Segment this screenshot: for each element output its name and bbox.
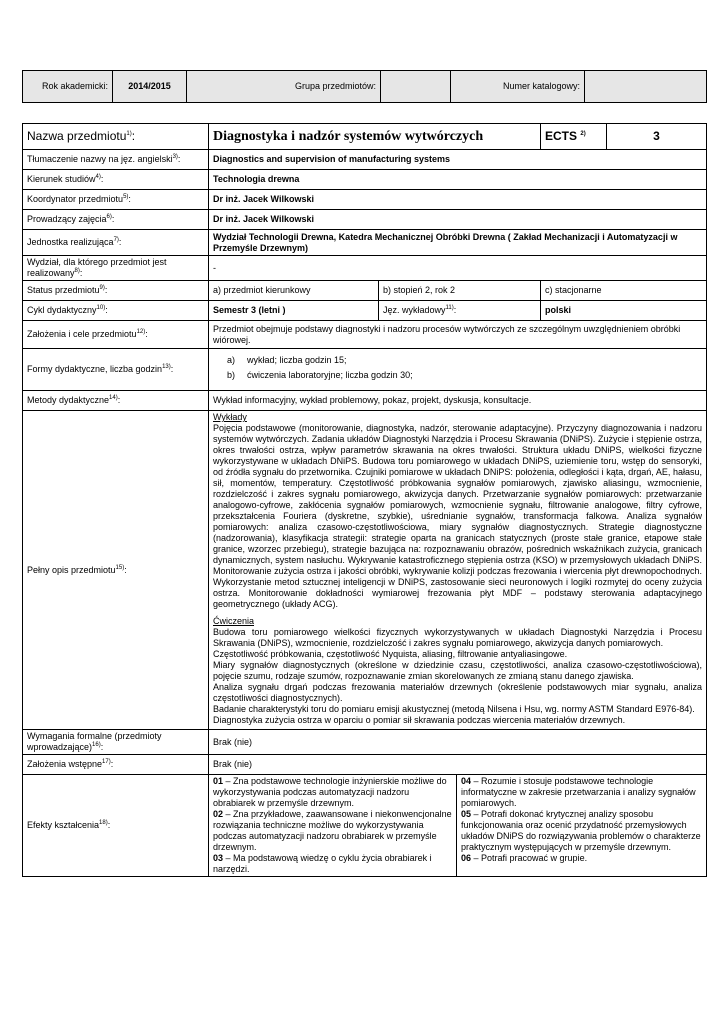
- catalog-label: Numer katalogowy:: [451, 71, 585, 103]
- description-label: Pełny opis przedmiotu$^{15)}$:: [23, 411, 209, 730]
- forms-item-lab: b) ćwiczenia laboratoryjne; liczba godzin 30;: [227, 370, 413, 380]
- academic-year-label: Rok akademicki:: [23, 71, 113, 103]
- exercises-p2: Częstotliwość próbkowania, częstotliwość Nyquista, aliasing, filtrowanie antyaliasingowe.: [213, 649, 568, 659]
- outcomes-right: [457, 775, 707, 877]
- course-table: [22, 123, 707, 877]
- status-a: a) przedmiot kierunkowy: [209, 281, 379, 301]
- language-value: polski: [541, 301, 707, 321]
- outcomes-left: [209, 775, 457, 877]
- unit-label: Jednostka realizująca$^{7)}$:: [23, 230, 209, 256]
- exercises-p4: Analiza sygnału drgań podczas frezowania materiałów drzewnych (określenie podstawowych miar sygnału, analiza częstotliwości diagnostycznych).: [213, 682, 702, 703]
- group-value: [381, 71, 451, 103]
- forms-item-lecture: a) wykład; liczba godzin 15;: [227, 355, 347, 365]
- syllabus-document: [22, 70, 706, 877]
- exercises-p3: Miary sygnałów diagnostycznych (określone w dziedzinie czasu, częstotliwości, analiza czasowo-częstotliwościowa), pojęcie szumu, rodzaje szumów, rozpoznawanie zmian skorelowanych ze zmianą stanu danego zjawiska.: [213, 660, 702, 681]
- exercises-heading: Ćwiczenia: [213, 616, 255, 626]
- exercises-p1: Budowa toru pomiarowego wielkości fizycznych wykorzystywanych w układach Diagnostyki Narzędzia i Procesu Skrawania (DNiPS), wzmocnienie, rozdzielczość i zakres sygnału pomiarowego, akwizycja danych pomiarowych.: [213, 627, 702, 648]
- ects-value: 3: [607, 124, 707, 150]
- faculty-label: Wydział, dla którego przedmiot jest realizowany$^{8)}$:: [23, 256, 209, 281]
- lectures-text: Pojęcia podstawowe (monitorowanie, diagnostyka, nadzór, sterowanie adaptacyjne). Przyczyny diagnozowania i nadzoru systemów wytwórczych. Zadania układów Diagnostyki Narzędzia i Procesu Skrawania (DNiPS). Zużycie i stępienie ostrza, okres trwałości ostrza, wpływ parametrów skrawania na okres trwałości. Struktura układu DNiPS, wielkości fizyczne wykorzystywane w układach DNiPS. Budowa toru pomiarowego w układach DNiPS, uziemienie toru, wstęp do sensoryki, od źródła sygnału do przetwornika. Czujniki pomiarowe w układach DNiPS: położenia, odległości i kąta, drgań, AE, hałasu, sił, momentów, temperatury. Częstotliwość próbkowania sygnałów pomiarowych, zjawisko aliasingu, wzmocnienie, rozdzielczość i zakres sygnału pomiarowego, akwizycja danych. Przetwarzanie sygnałów pomiarowych: przetwarzanie analogowo-cyfrowe, zakłócenia sygnałów pomiarowych, wzmocnienie sygnału, filtrowanie analogowe, filtry cyfrowe, przekształcenia Fouriera (dyskretne, szybkie), uśrednianie sygnałów, transformacja falkowa. Analiza sygnałów pomiarowych: analiza czasowo-częstotliwościowa, miary sygnałów diagnostycznych. Strategie diagnostyczne (nadzorowania), klasyfikacja strategii: strategie oparta na granicach statycznych (proste stałe granice, etapowe stałe granice, wzorzec przebiegu), strategie bazująca na: rozpoznawaniu obrazów, pośrednich wskaźnikach zużycia, granicach dynamicznych, system nasłuchu. Wykrywanie katastroficznego stępienia ostrza (KSO) w przemysłowych układach DNiPS. Monitorowanie zużycia ostrza i jakości obróbki, wykrywanie kolizji podczas frezowania i wiercenia płyt drewnopochodnych. Wykorzystanie metod sztucznej inteligencji w DNiPS, zastosowanie sieci neuronowych i logiki rozmytej do oceny zużycia ostrza. Monitorowanie dokładności wymiarowej frezowania płyt MDF – podstawy sterowania adaptacyjnego geometrycznego (układy ACG).: [213, 423, 702, 609]
- exercises-p5: Badanie charakterystyki toru do pomiaru emisji akustycznej (metodą Nilsena i Hsu, wg. normy ASTM Standard E976-84).: [213, 704, 695, 714]
- goals-value: Przedmiot obejmuje podstawy diagnostyki i nadzoru procesów wytwórczych ze szczególnym uwzględnieniem obróbki wiórowej.: [209, 321, 707, 349]
- catalog-value: [585, 71, 707, 103]
- requirements-label: Wymagania formalne (przedmioty wprowadzające)$^{16)}$:: [23, 730, 209, 755]
- ects-label: ECTS $^{2)}$: [541, 124, 607, 150]
- academic-year-value: 2014/2015: [113, 71, 187, 103]
- prereq-label: Założenia wstępne$^{17)}$:: [23, 755, 209, 775]
- requirements-value: Brak (nie): [209, 730, 707, 755]
- cycle-value: Semestr 3 (letni ): [209, 301, 379, 321]
- status-b: b) stopień 2, rok 2: [379, 281, 541, 301]
- prereq-value: Brak (nie): [209, 755, 707, 775]
- forms-list: [213, 355, 702, 381]
- outcome-item: 04 – Rozumie i stosuje podstawowe technologie informatyczne w zakresie przetwarzania i analizy sygnałów pomiarowych.: [461, 776, 696, 808]
- goals-label: Założenia i cele przedmiotu$^{12)}$:: [23, 321, 209, 349]
- forms-label: Formy dydaktyczne, liczba godzin$^{13)}$:: [23, 349, 209, 391]
- outcome-item: 03 – Ma podstawową wiedzę o cyklu życia obrabiarek i narzędzi.: [213, 853, 432, 874]
- translation-label: Tłumaczenie nazwy na jęz. angielski$^{3)}$:: [23, 150, 209, 170]
- forms-value: [209, 349, 707, 391]
- status-label: Status przedmiotu$^{9)}$:: [23, 281, 209, 301]
- field-label: Kierunek studiów$^{4)}$:: [23, 170, 209, 190]
- status-c: c) stacjonarne: [541, 281, 707, 301]
- course-name-label: Nazwa przedmiotu$^{1)}$:: [23, 124, 209, 150]
- field-value: Technologia drewna: [209, 170, 707, 190]
- outcome-item: 02 – Zna przykładowe, zaawansowane i niekonwencjonalne rozwiązania techniczne możliwe do wykorzystywania podczas automatyzacji nadzoru obrabiarek w przemyśle drzewnym.: [213, 809, 452, 852]
- course-name-value: Diagnostyka i nadzór systemów wytwórczych: [209, 124, 541, 150]
- exercises-p6: Diagnostyka zużycia ostrza w oparciu o pomiar sił skrawania podczas wiercenia materiałów drzewnych.: [213, 715, 626, 725]
- language-label: Jęz. wykładowy$^{11)}$:: [379, 301, 541, 321]
- cycle-label: Cykl dydaktyczny$^{10)}$:: [23, 301, 209, 321]
- outcome-item: 05 – Potrafi dokonać krytycznej analizy sposobu funkcjonowania oraz ocenić przydatność przemysłowych układów DNiPS do rozwiązywania problemów o charakterze praktycznym występujących w przemyśle drzewnym.: [461, 809, 701, 852]
- faculty-value: -: [209, 256, 707, 281]
- methods-value: Wykład informacyjny, wykład problemowy, pokaz, projekt, dyskusja, konsultacje.: [209, 391, 707, 411]
- methods-label: Metody dydaktyczne$^{14)}$:: [23, 391, 209, 411]
- translation-value: Diagnostics and supervision of manufacturing systems: [209, 150, 707, 170]
- unit-value: Wydział Technologii Drewna, Katedra Mechanicznej Obróbki Drewna ( Zakład Mechanizacji i Automatyzacji w Przemyśle Drzewnym): [209, 230, 707, 256]
- group-label: Grupa przedmiotów:: [187, 71, 381, 103]
- coordinator-label: Koordynator przedmiotu$^{5)}$:: [23, 190, 209, 210]
- outcome-item: 06 – Potrafi pracować w grupie.: [461, 853, 588, 863]
- coordinator-value: Dr inż. Jacek Wilkowski: [209, 190, 707, 210]
- lectures-heading: Wykłady: [213, 412, 247, 422]
- header-table: [22, 70, 707, 103]
- outcomes-label: Efekty kształcenia$^{18)}$:: [23, 775, 209, 877]
- lecturer-label: Prowadzący zajęcia$^{6)}$:: [23, 210, 209, 230]
- lecturer-value: Dr inż. Jacek Wilkowski: [209, 210, 707, 230]
- outcome-item: 01 – Zna podstawowe technologie inżynierskie możliwe do wykorzystywania podczas automatyzacji nadzoru obrabiarek w przemyśle drzewnym.: [213, 776, 447, 808]
- description-value: [209, 411, 707, 730]
